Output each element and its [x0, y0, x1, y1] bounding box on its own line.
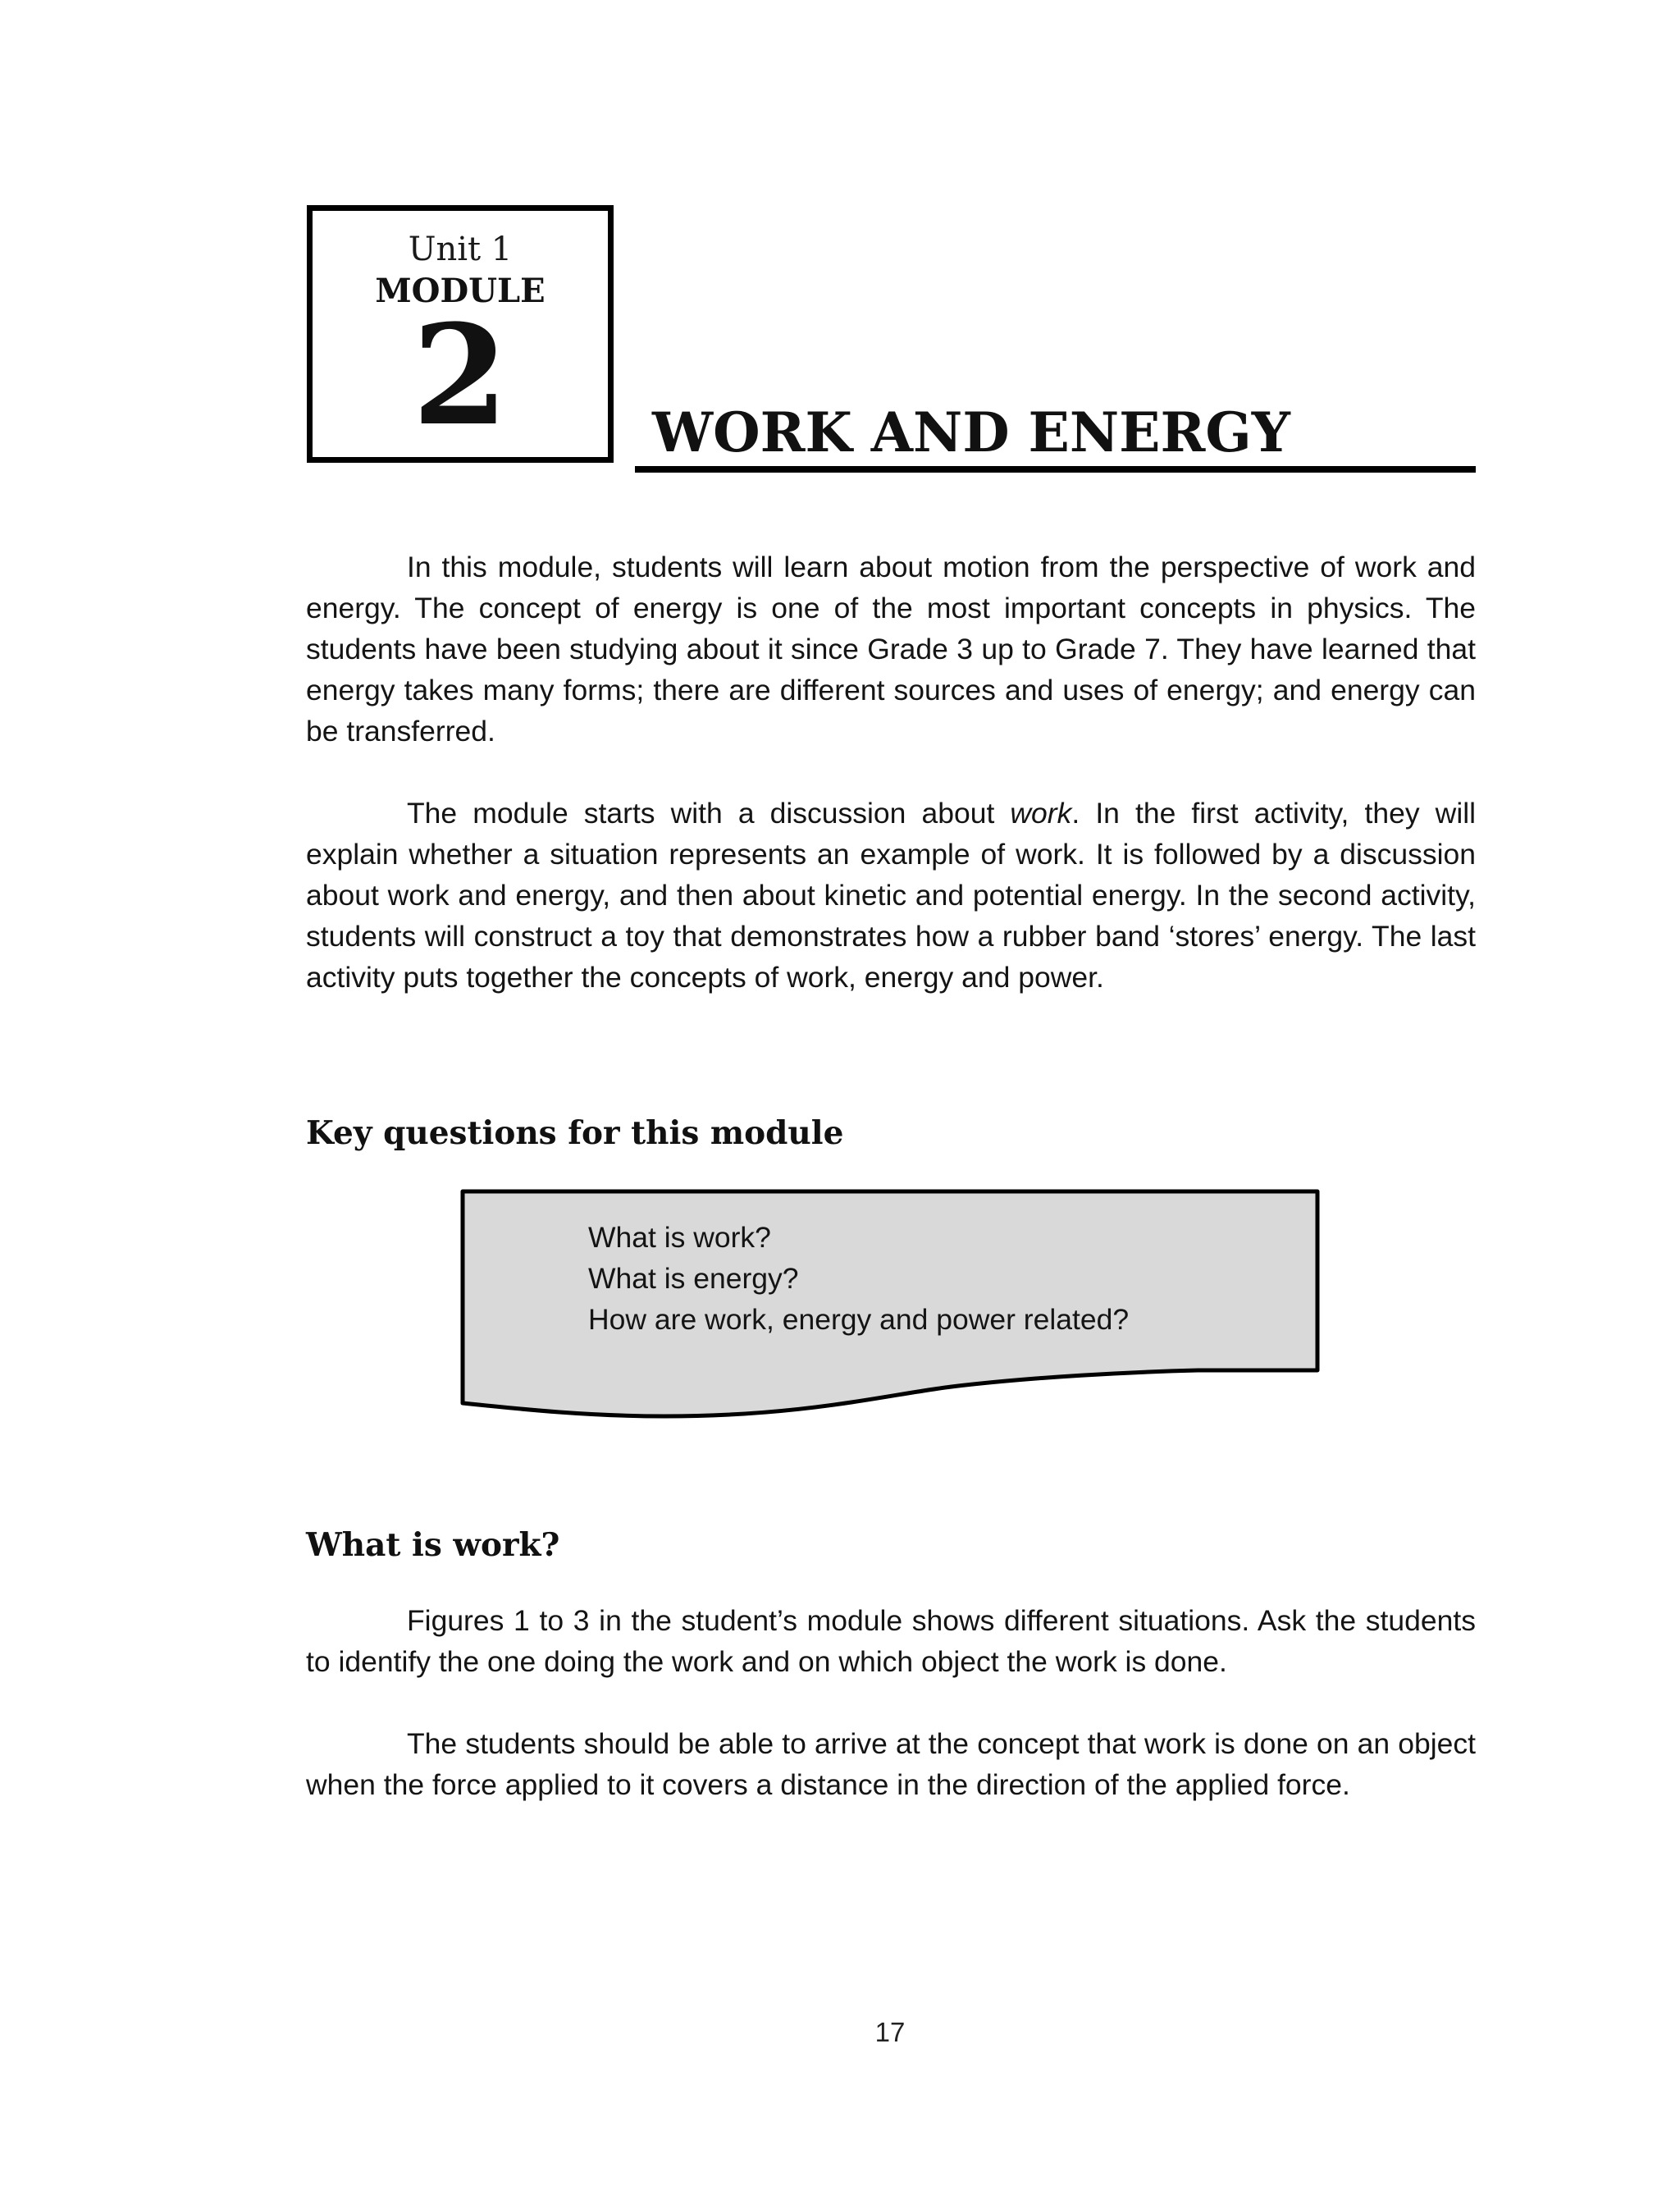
intro-paragraph-2-text-start: The module starts with a discussion about	[407, 797, 1011, 830]
title-underline	[635, 466, 1476, 473]
key-question-item: What is work?	[588, 1221, 771, 1254]
what-is-work-paragraph-2-text: The students should be able to arrive at the concept that work is done on an object when the force applied to it covers a distance in the direction of the applied force.	[306, 1727, 1476, 1801]
what-is-work-heading: What is work?	[306, 1526, 560, 1564]
key-questions-heading: Key questions for this module	[306, 1114, 844, 1152]
what-is-work-paragraph-1	[306, 1600, 1476, 1682]
intro-paragraph-2-text-end: . In the first activity, they will explain whether a situation represents an example of work. It is followed by a discussion about work and energy, and then about kinetic and potential energy. In the second activity, students will construct a toy that demonstrates how a rubber band ‘stores’ energy. The last activity puts together the concepts of work, energy and power.	[306, 797, 1476, 994]
what-is-work-paragraph-2	[306, 1723, 1476, 1805]
intro-paragraph-2-emphasis: work	[1010, 797, 1072, 830]
intro-paragraph-1-text: In this module, students will learn about motion from the perspective of work and energy. The concept of energy is one of the most important concepts in physics. The students have been studying about it since Grade 3 up to Grade 7. They have learned that energy takes many forms; there are different sources and uses of energy; and energy can be transferred.	[306, 551, 1476, 748]
what-is-work-paragraph-1-text: Figures 1 to 3 in the student’s module shows different situations. Ask the students to identify the one doing the work and on which object the work is done.	[306, 1604, 1476, 1678]
intro-paragraph-1	[306, 546, 1476, 752]
intro-paragraph-2	[306, 793, 1476, 998]
module-label: MODULE	[375, 272, 546, 310]
key-question-item: How are work, energy and power related?	[588, 1303, 1130, 1336]
page-number: 17	[874, 2017, 906, 2047]
key-questions-box	[459, 1188, 1329, 1422]
module-number: 2	[412, 294, 509, 456]
unit-label: Unit 1	[408, 231, 513, 268]
module-badge	[307, 205, 614, 463]
module-title: WORK AND ENERGY	[652, 400, 1290, 464]
key-questions-list	[588, 1217, 1129, 1340]
key-question-item: What is energy?	[588, 1262, 799, 1295]
